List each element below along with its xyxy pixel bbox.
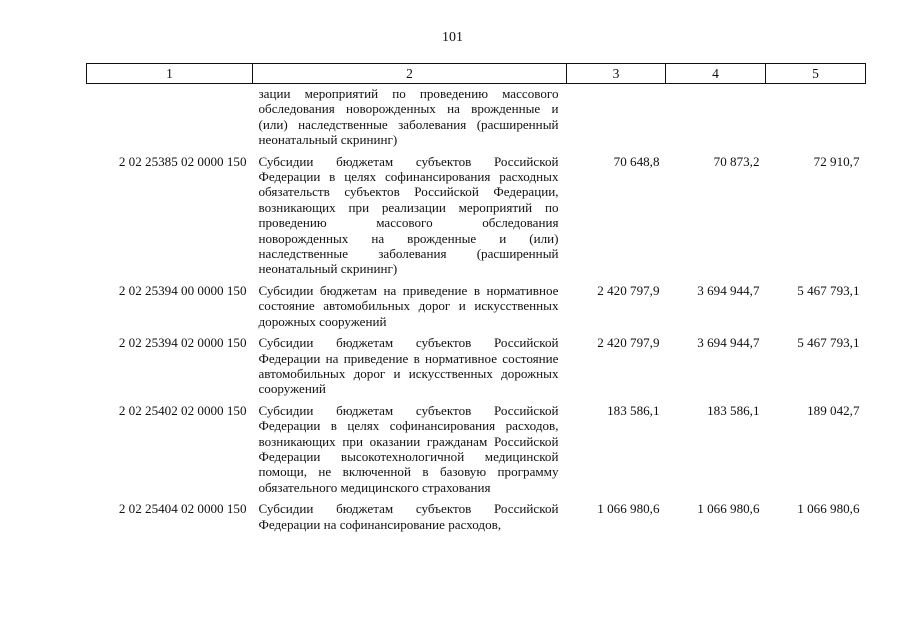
budget-code: 2 02 25394 00 0000 150 xyxy=(118,282,247,298)
column-header-5: 5 xyxy=(766,64,866,84)
amount-col4: 183 586,1 xyxy=(707,402,760,418)
budget-code: 2 02 25404 02 0000 150 xyxy=(118,501,247,517)
amount-col3: 2 420 797,9 xyxy=(597,282,660,298)
budget-code: 2 02 25394 02 0000 150 xyxy=(118,335,247,351)
budget-code: 2 02 25385 02 0000 150 xyxy=(118,153,247,169)
row-description: Субсидии бюджетам субъектов Российской Федерации в целях софинансирования расходных обязательств субъектов Российской Федерации, возникающих при реализации мероприятий по проведению массового обследования новорожденных на врожденные и (или) наследственные заболевания (расширенный неонатальный скрининг) xyxy=(258,153,559,277)
row-description: зации мероприятий по проведению массового обследования новорожденных на врожденные и (или) наследственные заболевания (расширенный неонатальный скрининг) xyxy=(258,86,559,148)
amount-col4: 3 694 944,7 xyxy=(697,335,760,351)
amount-col4: 70 873,2 xyxy=(713,153,760,169)
budget-table xyxy=(86,63,866,538)
amount-col3 xyxy=(567,84,666,154)
amount-col5: 5 467 793,1 xyxy=(797,335,860,351)
budget-code: 2 02 25402 02 0000 150 xyxy=(118,402,247,418)
column-header-3: 3 xyxy=(567,64,666,84)
table-row xyxy=(87,335,866,403)
amount-col5: 189 042,7 xyxy=(807,402,860,418)
amount-col5 xyxy=(766,84,866,154)
amount-col4: 3 694 944,7 xyxy=(697,282,760,298)
amount-col3: 1 066 980,6 xyxy=(597,501,660,517)
budget-code xyxy=(87,84,253,154)
table-row xyxy=(87,501,866,538)
amount-col3: 183 586,1 xyxy=(607,402,660,418)
table-row xyxy=(87,84,866,154)
row-description: Субсидии бюджетам субъектов Российской Федерации на софинансирование расходов, xyxy=(258,501,559,532)
column-header-4: 4 xyxy=(666,64,766,84)
row-description: Субсидии бюджетам субъектов Российской Федерации в целях софинансирования расходов, возникающих при оказании гражданам Российской Федерации высокотехнологичной медицинской помощи, не включенной в базовую программу обязательного медицинского страхования xyxy=(258,402,559,495)
amount-col5: 72 910,7 xyxy=(813,153,860,169)
table-header-row xyxy=(87,64,866,84)
amount-col5: 5 467 793,1 xyxy=(797,282,860,298)
table-row xyxy=(87,154,866,283)
page-number: 101 xyxy=(442,30,463,45)
amount-col5: 1 066 980,6 xyxy=(797,501,860,517)
column-header-1: 1 xyxy=(87,64,253,84)
amount-col3: 70 648,8 xyxy=(613,153,660,169)
row-description: Субсидии бюджетам субъектов Российской Федерации на приведение в нормативное состояние автомобильных дорог и искусственных дорожных сооружений xyxy=(258,335,559,397)
amount-col4 xyxy=(666,84,766,154)
amount-col3: 2 420 797,9 xyxy=(597,335,660,351)
amount-col4: 1 066 980,6 xyxy=(697,501,760,517)
row-description: Субсидии бюджетам на приведение в нормативное состояние автомобильных дорог и искусственных дорожных сооружений xyxy=(258,282,559,329)
column-header-2: 2 xyxy=(253,64,567,84)
table-row xyxy=(87,403,866,501)
table-row xyxy=(87,283,866,335)
